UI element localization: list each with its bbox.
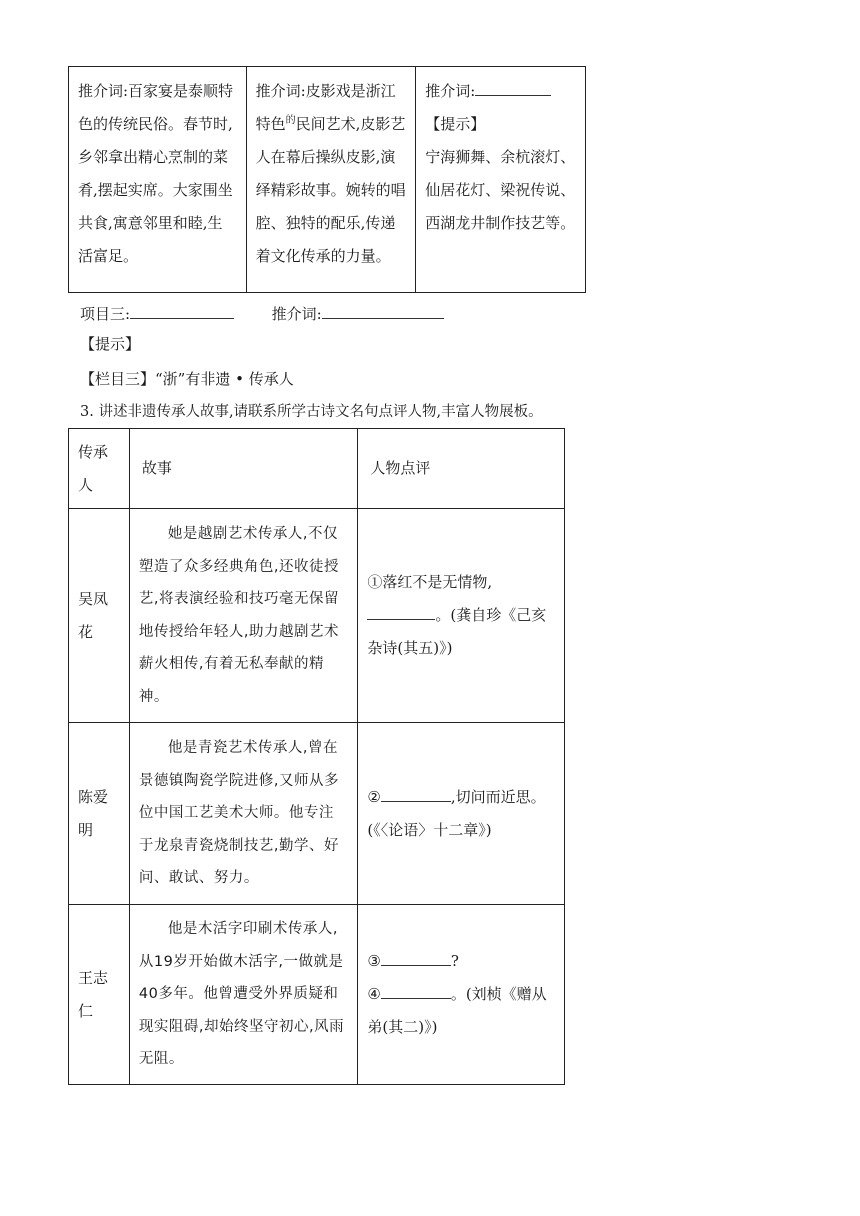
row3-comment-b-end: 。(刘桢《赠从弟(其二)》) (367, 985, 547, 1036)
row3-story: 他是木活字印刷术传承人,从19岁开始做木活字,一做就是40多年。他曾遭受外界质疑和现实阻碍,却始终坚守初心,风雨无阻。 (129, 905, 357, 1085)
row3-comment-a: ③ (367, 952, 381, 970)
project3-intro-label: 推介词: (271, 305, 322, 323)
baijiayan-intro: 推介词:百家宴是泰顺特色的传统民俗。春节时,乡邻拿出精心烹制的菜肴,摆起实席。大家围坐共食,寓意邻里和睦,生活富足。 (78, 82, 234, 265)
row2-comment-a: ② (367, 787, 381, 806)
intro-label: 推介词: (425, 82, 476, 100)
row1-comment-b: 。(龚自珍《己亥杂诗(其五)》) (367, 606, 547, 657)
header-inheritor: 传承人 (69, 429, 130, 509)
blank-intro-cell (416, 67, 586, 293)
piyingxi-sup: 的 (285, 115, 296, 126)
project3-intro-blank[interactable] (322, 300, 444, 319)
piyingxi-intro-b: 民间艺术,皮影艺人在幕后操纵皮影,演绎精彩故事。婉转的唱腔、独特的配乐,传递着文化传承的力量。 (255, 115, 406, 265)
hint-text: 宁海狮舞、余杭滚灯、仙居花灯、梁祝传说、西湖龙井制作技艺等。 (425, 148, 576, 232)
baijiayan-cell (69, 67, 247, 293)
row2-blank[interactable] (381, 783, 451, 802)
inheritor-table (68, 428, 565, 1085)
hint-title: 【提示】 (425, 115, 486, 133)
project3-line (80, 300, 444, 324)
project3-blank[interactable] (130, 300, 234, 319)
project3-label: 项目三: (80, 305, 131, 323)
section3-title: 【栏目三】“浙”有非遗 • 传承人 (80, 370, 294, 388)
row2-comment-b: ,切问而近思。(《〈论语〉十二章》) (367, 787, 546, 839)
row1-name: 吴凤花 (69, 509, 130, 723)
row1-blank[interactable] (367, 601, 435, 620)
row1-comment (358, 509, 565, 723)
header-story: 故事 (129, 429, 357, 509)
row3-comment-b: ④ (367, 985, 381, 1003)
piyingxi-cell (246, 67, 416, 293)
recommendation-table (68, 66, 586, 293)
intro-blank[interactable] (475, 77, 551, 96)
row2-story: 他是青瓷艺术传承人,曾在景德镇陶瓷学院进修,又师从多位中国工艺美术大师。他专注于龙泉青瓷烧制技艺,勤学、好问、敢试、努力。 (129, 723, 357, 905)
row2-name: 陈爱明 (69, 723, 130, 905)
piyingxi-intro-a: 推介词:皮影戏是浙江特色 (255, 82, 396, 133)
hint-label: 【提示】 (80, 335, 141, 353)
question3: 3. 讲述非遗传承人故事,请联系所学古诗文名句点评人物,丰富人物展板。 (80, 404, 543, 420)
header-comment: 人物点评 (358, 429, 565, 509)
row2-comment (358, 723, 565, 905)
row1-comment-a: ①落红不是无情物, (367, 573, 493, 591)
row3-name: 王志仁 (69, 905, 130, 1085)
row3-comment-a-end: ? (450, 952, 459, 970)
row3-comment (358, 905, 565, 1085)
row3-blank-a[interactable] (381, 947, 451, 966)
row3-blank-b[interactable] (381, 980, 451, 999)
row1-story: 她是越剧艺术传承人,不仅塑造了众多经典角色,还收徒授艺,将表演经验和技巧毫无保留地传授给年轻人,助力越剧艺术薪火相传,有着无私奉献的精神。 (129, 509, 357, 723)
